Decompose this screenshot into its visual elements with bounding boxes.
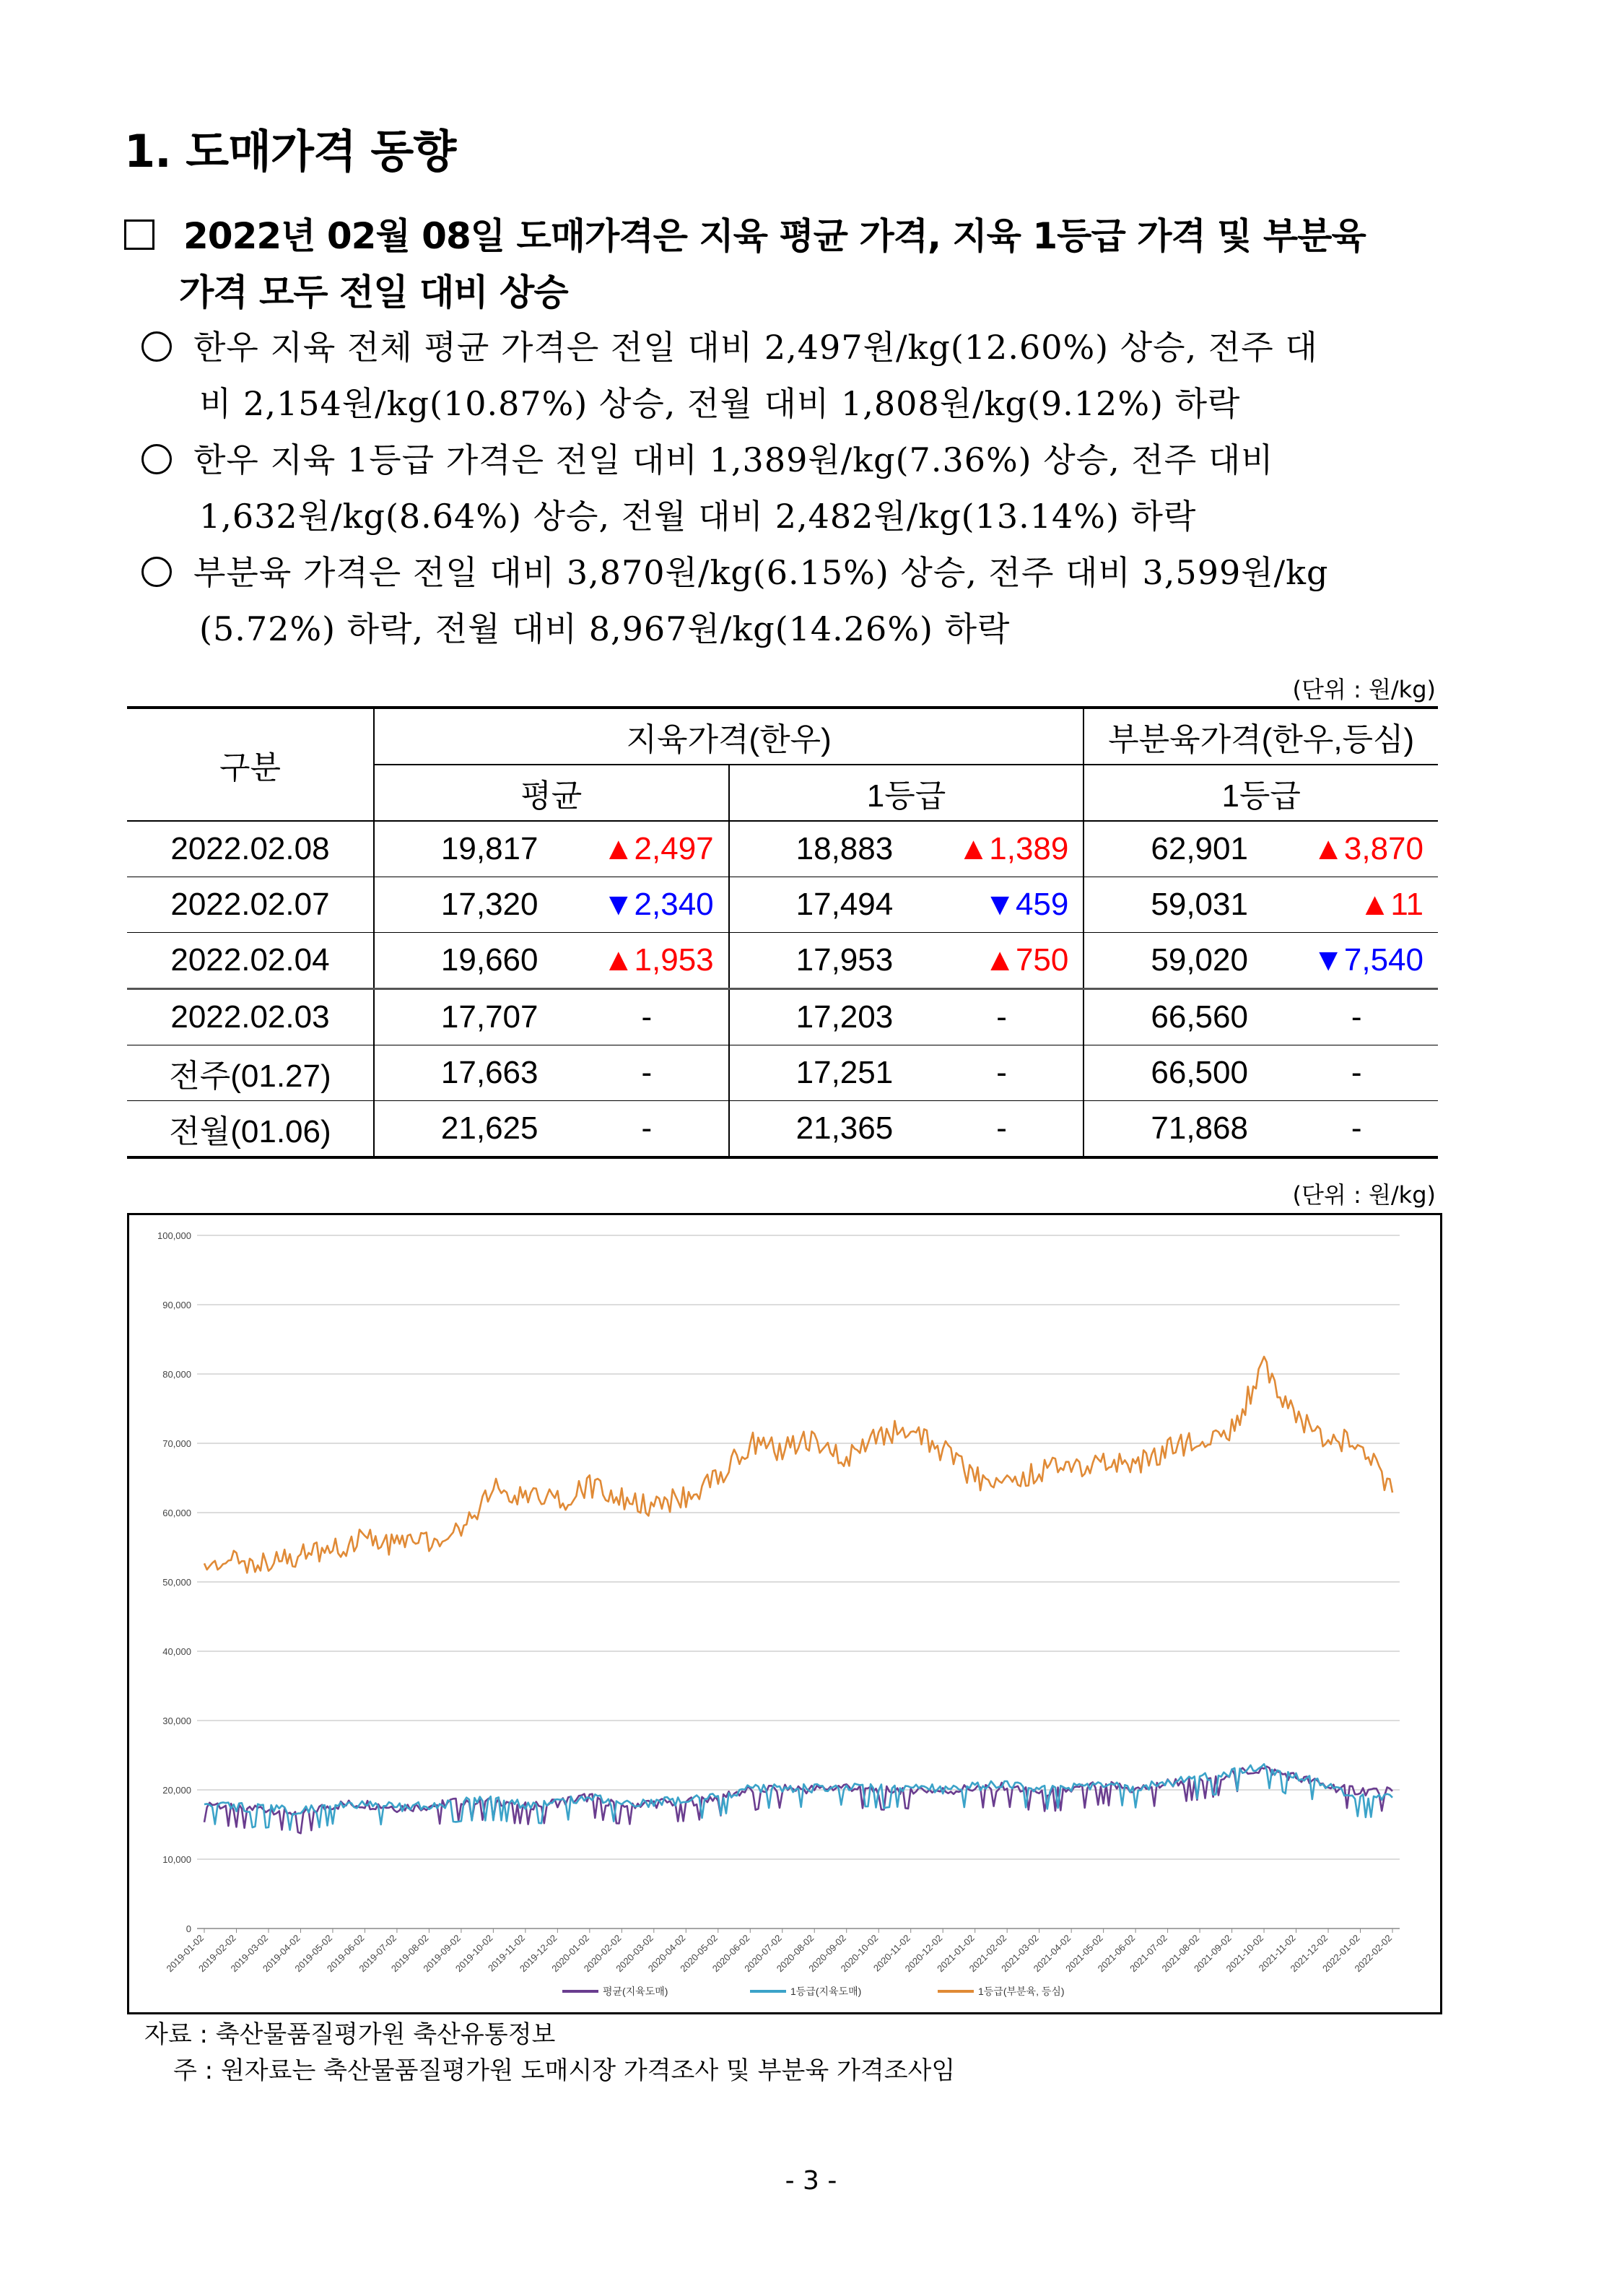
y-tick-label: 40,000	[162, 1646, 191, 1657]
price-line-chart	[129, 1215, 1440, 2012]
cut-change: -	[1289, 1101, 1438, 1158]
row-date: 2022.02.08	[127, 821, 374, 877]
x-tick-label: 2020-05-02	[678, 1932, 720, 1975]
avg-price: 19,817	[374, 821, 580, 877]
y-tick-label: 30,000	[162, 1716, 191, 1726]
x-tick-label: 2019-03-02	[228, 1932, 271, 1975]
grade1-change: -	[935, 989, 1084, 1045]
table-row	[127, 1045, 1438, 1101]
cut-price: 62,901	[1083, 821, 1289, 877]
page-number: - 3 -	[785, 2166, 837, 2196]
legend-label: 1등급(지육도매)	[790, 1986, 862, 1997]
x-tick-label: 2019-10-02	[453, 1932, 495, 1975]
x-tick-label: 2021-04-02	[1031, 1932, 1073, 1975]
circle-bullet-icon	[141, 557, 172, 587]
source-note: 자료 : 축산물품질평가원 축산유통정보	[144, 2020, 556, 2049]
avg-price: 17,707	[374, 989, 580, 1045]
chart-unit-label: (단위 : 원/kg)	[1292, 1181, 1436, 1209]
headline	[124, 208, 1366, 264]
grade1-change: ▲1,389	[935, 821, 1084, 877]
x-tick-label: 2020-01-02	[549, 1932, 591, 1975]
x-tick-label: 2021-02-02	[967, 1932, 1009, 1975]
grade1-price: 18,883	[729, 821, 935, 877]
x-tick-label: 2021-12-02	[1288, 1932, 1330, 1975]
avg-change: -	[580, 989, 729, 1045]
x-tick-label: 2020-09-02	[806, 1932, 848, 1975]
x-tick-label: 2019-02-02	[196, 1932, 238, 1975]
headline-line2: 가격 모두 전일 대비 상승	[179, 271, 568, 313]
y-tick-label: 100,000	[157, 1230, 191, 1241]
header-average: 평균	[374, 765, 729, 821]
cut-price: 59,020	[1083, 933, 1289, 989]
x-tick-label: 2019-08-02	[388, 1932, 431, 1975]
x-tick-label: 2021-11-02	[1256, 1932, 1298, 1974]
table-unit-label: (단위 : 원/kg)	[1292, 676, 1436, 703]
row-date: 전월(01.06)	[127, 1101, 374, 1158]
table-row	[127, 821, 1438, 877]
bullet-1-line2: 비 2,154원/kg(10.87%) 상승, 전월 대비 1,808원/kg(9.12%) 하락	[199, 384, 1241, 423]
grade1-change: ▼459	[935, 877, 1084, 933]
bullet-2-line2: 1,632원/kg(8.64%) 상승, 전월 대비 2,482원/kg(13.14%) 하락	[199, 497, 1197, 536]
cut-change: -	[1289, 989, 1438, 1045]
price-table	[127, 706, 1438, 1159]
cut-price: 59,031	[1083, 877, 1289, 933]
x-tick-label: 2021-06-02	[1095, 1932, 1138, 1975]
x-tick-label: 2021-09-02	[1192, 1932, 1234, 1975]
avg-price: 17,663	[374, 1045, 580, 1101]
row-date: 전주(01.27)	[127, 1045, 374, 1101]
grade1-price: 17,953	[729, 933, 935, 989]
y-tick-label: 60,000	[162, 1508, 191, 1518]
bullet-1-line1: 한우 지육 전체 평균 가격은 전일 대비 2,497원/kg(12.60%) 상승, 전주 대	[193, 328, 1318, 367]
x-tick-label: 2022-02-02	[1352, 1932, 1395, 1975]
bullet-1	[141, 319, 1441, 432]
bullet-3	[141, 544, 1441, 657]
x-tick-label: 2019-05-02	[292, 1932, 335, 1975]
x-tick-label: 2020-03-02	[614, 1932, 655, 1975]
table-row	[127, 877, 1438, 933]
x-tick-label: 2020-10-02	[838, 1932, 881, 1975]
y-tick-label: 80,000	[162, 1369, 191, 1380]
avg-price: 21,625	[374, 1101, 580, 1158]
table-row	[127, 989, 1438, 1045]
grade1-price: 21,365	[729, 1101, 935, 1158]
legend-label: 1등급(부분육, 등심)	[978, 1986, 1065, 1997]
grade1-change: -	[935, 1045, 1084, 1101]
x-tick-label: 2021-03-02	[999, 1932, 1041, 1975]
price-chart-frame	[127, 1213, 1442, 2014]
row-date: 2022.02.04	[127, 933, 374, 989]
y-tick-label: 0	[186, 1923, 191, 1934]
header-grade1-cut: 1등급	[1083, 765, 1438, 821]
checkbox-square-icon	[124, 219, 154, 250]
circle-bullet-icon	[141, 444, 172, 474]
grade1-change: ▲750	[935, 933, 1084, 989]
x-tick-label: 2019-11-02	[486, 1932, 527, 1974]
table-row	[127, 1101, 1438, 1158]
headline-line1: 2022년 02월 08일 도매가격은 지육 평균 가격, 지육 1등급 가격 및 부분육	[183, 215, 1366, 257]
footnote: 주 : 원자료는 축산물품질평가원 도매시장 가격조사 및 부분육 가격조사임	[173, 2056, 956, 2085]
row-date: 2022.02.07	[127, 877, 374, 933]
cut-change: ▼7,540	[1289, 933, 1438, 989]
avg-change: ▼2,340	[580, 877, 729, 933]
header-cut: 부분육가격(한우,등심)	[1083, 708, 1438, 765]
y-tick-label: 70,000	[162, 1438, 191, 1449]
x-tick-label: 2019-09-02	[421, 1932, 463, 1975]
x-tick-label: 2020-06-02	[710, 1932, 752, 1975]
legend-label: 평균(지육도매)	[603, 1986, 668, 1997]
grade1-change: -	[935, 1101, 1084, 1158]
avg-price: 19,660	[374, 933, 580, 989]
x-tick-label: 2021-08-02	[1159, 1932, 1202, 1975]
bullet-2-line1: 한우 지육 1등급 가격은 전일 대비 1,389원/kg(7.36%) 상승, 전주 대비	[193, 440, 1274, 479]
x-tick-label: 2021-07-02	[1128, 1932, 1169, 1975]
cut-change: -	[1289, 1045, 1438, 1101]
x-tick-label: 2020-11-02	[871, 1932, 912, 1974]
x-tick-label: 2020-07-02	[742, 1932, 784, 1975]
x-tick-label: 2021-05-02	[1063, 1932, 1105, 1975]
row-date: 2022.02.03	[127, 989, 374, 1045]
cut-change: ▲3,870	[1289, 821, 1438, 877]
avg-change: ▲2,497	[580, 821, 729, 877]
cut-price: 66,560	[1083, 989, 1289, 1045]
cut-change: ▲11	[1289, 877, 1438, 933]
y-tick-label: 50,000	[162, 1577, 191, 1588]
avg-change: -	[580, 1045, 729, 1101]
x-tick-label: 2020-08-02	[774, 1932, 816, 1975]
table-row	[127, 933, 1438, 989]
x-tick-label: 2020-12-02	[902, 1932, 945, 1975]
y-tick-label: 90,000	[162, 1300, 191, 1310]
grade1-price: 17,251	[729, 1045, 935, 1101]
avg-change: ▲1,953	[580, 933, 729, 989]
grade1-price: 17,494	[729, 877, 935, 933]
y-tick-label: 10,000	[162, 1854, 191, 1865]
circle-bullet-icon	[141, 331, 172, 362]
header-category: 구분	[127, 708, 374, 821]
x-tick-label: 2019-07-02	[357, 1932, 399, 1975]
x-tick-label: 2022-01-02	[1320, 1932, 1362, 1975]
series-line	[204, 1357, 1392, 1573]
avg-price: 17,320	[374, 877, 580, 933]
cut-price: 71,868	[1083, 1101, 1289, 1158]
x-tick-label: 2019-06-02	[324, 1932, 367, 1975]
x-tick-label: 2020-04-02	[645, 1932, 688, 1975]
x-tick-label: 2019-12-02	[517, 1932, 559, 1975]
x-tick-label: 2019-01-02	[164, 1932, 206, 1975]
series-line	[204, 1767, 1392, 1834]
x-tick-label: 2021-01-02	[935, 1932, 977, 1975]
x-tick-label: 2020-02-02	[581, 1932, 624, 1975]
cut-price: 66,500	[1083, 1045, 1289, 1101]
header-grade1: 1등급	[729, 765, 1084, 821]
bullet-2	[141, 432, 1441, 544]
bullet-3-line1: 부분육 가격은 전일 대비 3,870원/kg(6.15%) 상승, 전주 대비 3,599원/kg	[193, 553, 1329, 592]
grade1-price: 17,203	[729, 989, 935, 1045]
section-title: 1. 도매가격 동향	[124, 125, 456, 178]
series-line	[204, 1764, 1392, 1830]
header-carcass: 지육가격(한우)	[374, 708, 1083, 765]
y-tick-label: 20,000	[162, 1785, 191, 1796]
x-tick-label: 2021-10-02	[1224, 1932, 1266, 1975]
bullet-3-line2: (5.72%) 하락, 전월 대비 8,967원/kg(14.26%) 하락	[199, 609, 1011, 648]
x-tick-label: 2019-04-02	[260, 1932, 302, 1975]
avg-change: -	[580, 1101, 729, 1158]
